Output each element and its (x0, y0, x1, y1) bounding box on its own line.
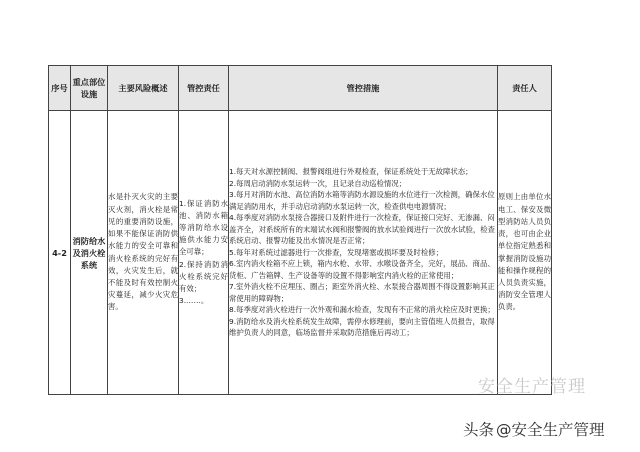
row-risk-summary: 水是扑灭火灾的主要灭火剂，消火栓是常见的重要消防设施，如果不能保证消防供水能力的安全可靠和消火栓系统的完好有效，火灾发生后，就不能及时有效控制火灾蔓延，减少火灾危害。 (108, 111, 179, 395)
measure-item-9: 9.消防给水及消火栓系统发生故障，需停水修理前，要向主管值班人员报告，取得维护负责人的同意，临场监督并采取防范措施后再动工； (229, 316, 495, 338)
row-location-text: 消防给水 及消火栓 系统 (72, 235, 106, 270)
platform-name: 头条 (463, 421, 495, 439)
header-person: 责任人 (498, 66, 552, 111)
watermark-text: 安全生产管理 (478, 377, 586, 397)
measure-item-3: 3.每月对消防水池、高位消防水箱等消防水源设施的水位进行一次检测，确保水位满足消防用水，并手动启动消防水泵运转一次，检查供电电源情况； (229, 190, 495, 211)
measure-item-2: 2.每周启动消防水泵运转一次，且记录自动巡检情况； (229, 178, 407, 188)
header-location-text: 重点部位 设施 (72, 77, 106, 99)
table-row (49, 111, 552, 395)
measure-item-6: 6.室内消火栓箱不应上锁，箱内水枪、水带、水喉设备齐全，完好，展品、商品、货柜、广告箱牌、生产设备等的设置不得影响室内消火栓的正常使用； (229, 259, 495, 280)
row-responsibility-text: 1.保证消防水池、消防水箱等消防给水设施供水能力安全可靠； 2.保持消防消火栓系统完好有效； 3.……。 (179, 198, 228, 306)
measure-item-5: 5.每年对系统过滤器进行一次排查，发现堵塞或损坏要及时检修； (229, 247, 443, 257)
measure-item-1: 1.每天对水源控制阀、报警阀组进行外观检查，保证系统处于无故障状态； (229, 167, 473, 177)
risk-control-table (48, 65, 552, 395)
header-measures: 管控措施 (229, 66, 498, 111)
measure-item-8: 8.每季度对消火栓进行一次外观和漏水检查，发现有不正常的消火栓应及时更换； (229, 305, 495, 315)
row-location (71, 111, 108, 395)
header-location (71, 66, 108, 111)
row-responsible-person: 原则上由单位水电工、保安及微型消防站人员负责，也可由企业单位指定熟悉和掌握消防设施功能和操作规程的人员负责实施，消防安全管理人负责。 (498, 111, 552, 395)
account-name: @安全生产管理 (496, 421, 605, 439)
measure-item-4: 4.每季度对消防水泵接合器接口及附件进行一次检查，保证接口完好、无渗漏、闷盖齐全，对系统所有的末端试水阀和报警阀的放水试验阀进行一次放水试验，检查系统启动、报警功能及出水情况是否正常； (229, 213, 496, 246)
row-responsibility (179, 111, 229, 395)
table-header-row (49, 66, 552, 111)
footer-attribution (463, 418, 605, 440)
measure-item-7: 7.室外消火栓不应埋压、圈占；距室外消火栓、水泵接合器周围不得设置影响其正常使用的障碍物； (229, 282, 495, 303)
header-risk: 主要风险概述 (108, 66, 179, 111)
row-measures (229, 111, 498, 395)
row-number: 4-2 (49, 111, 71, 395)
header-no: 序号 (49, 66, 71, 111)
header-responsibility: 管控责任 (179, 66, 229, 111)
